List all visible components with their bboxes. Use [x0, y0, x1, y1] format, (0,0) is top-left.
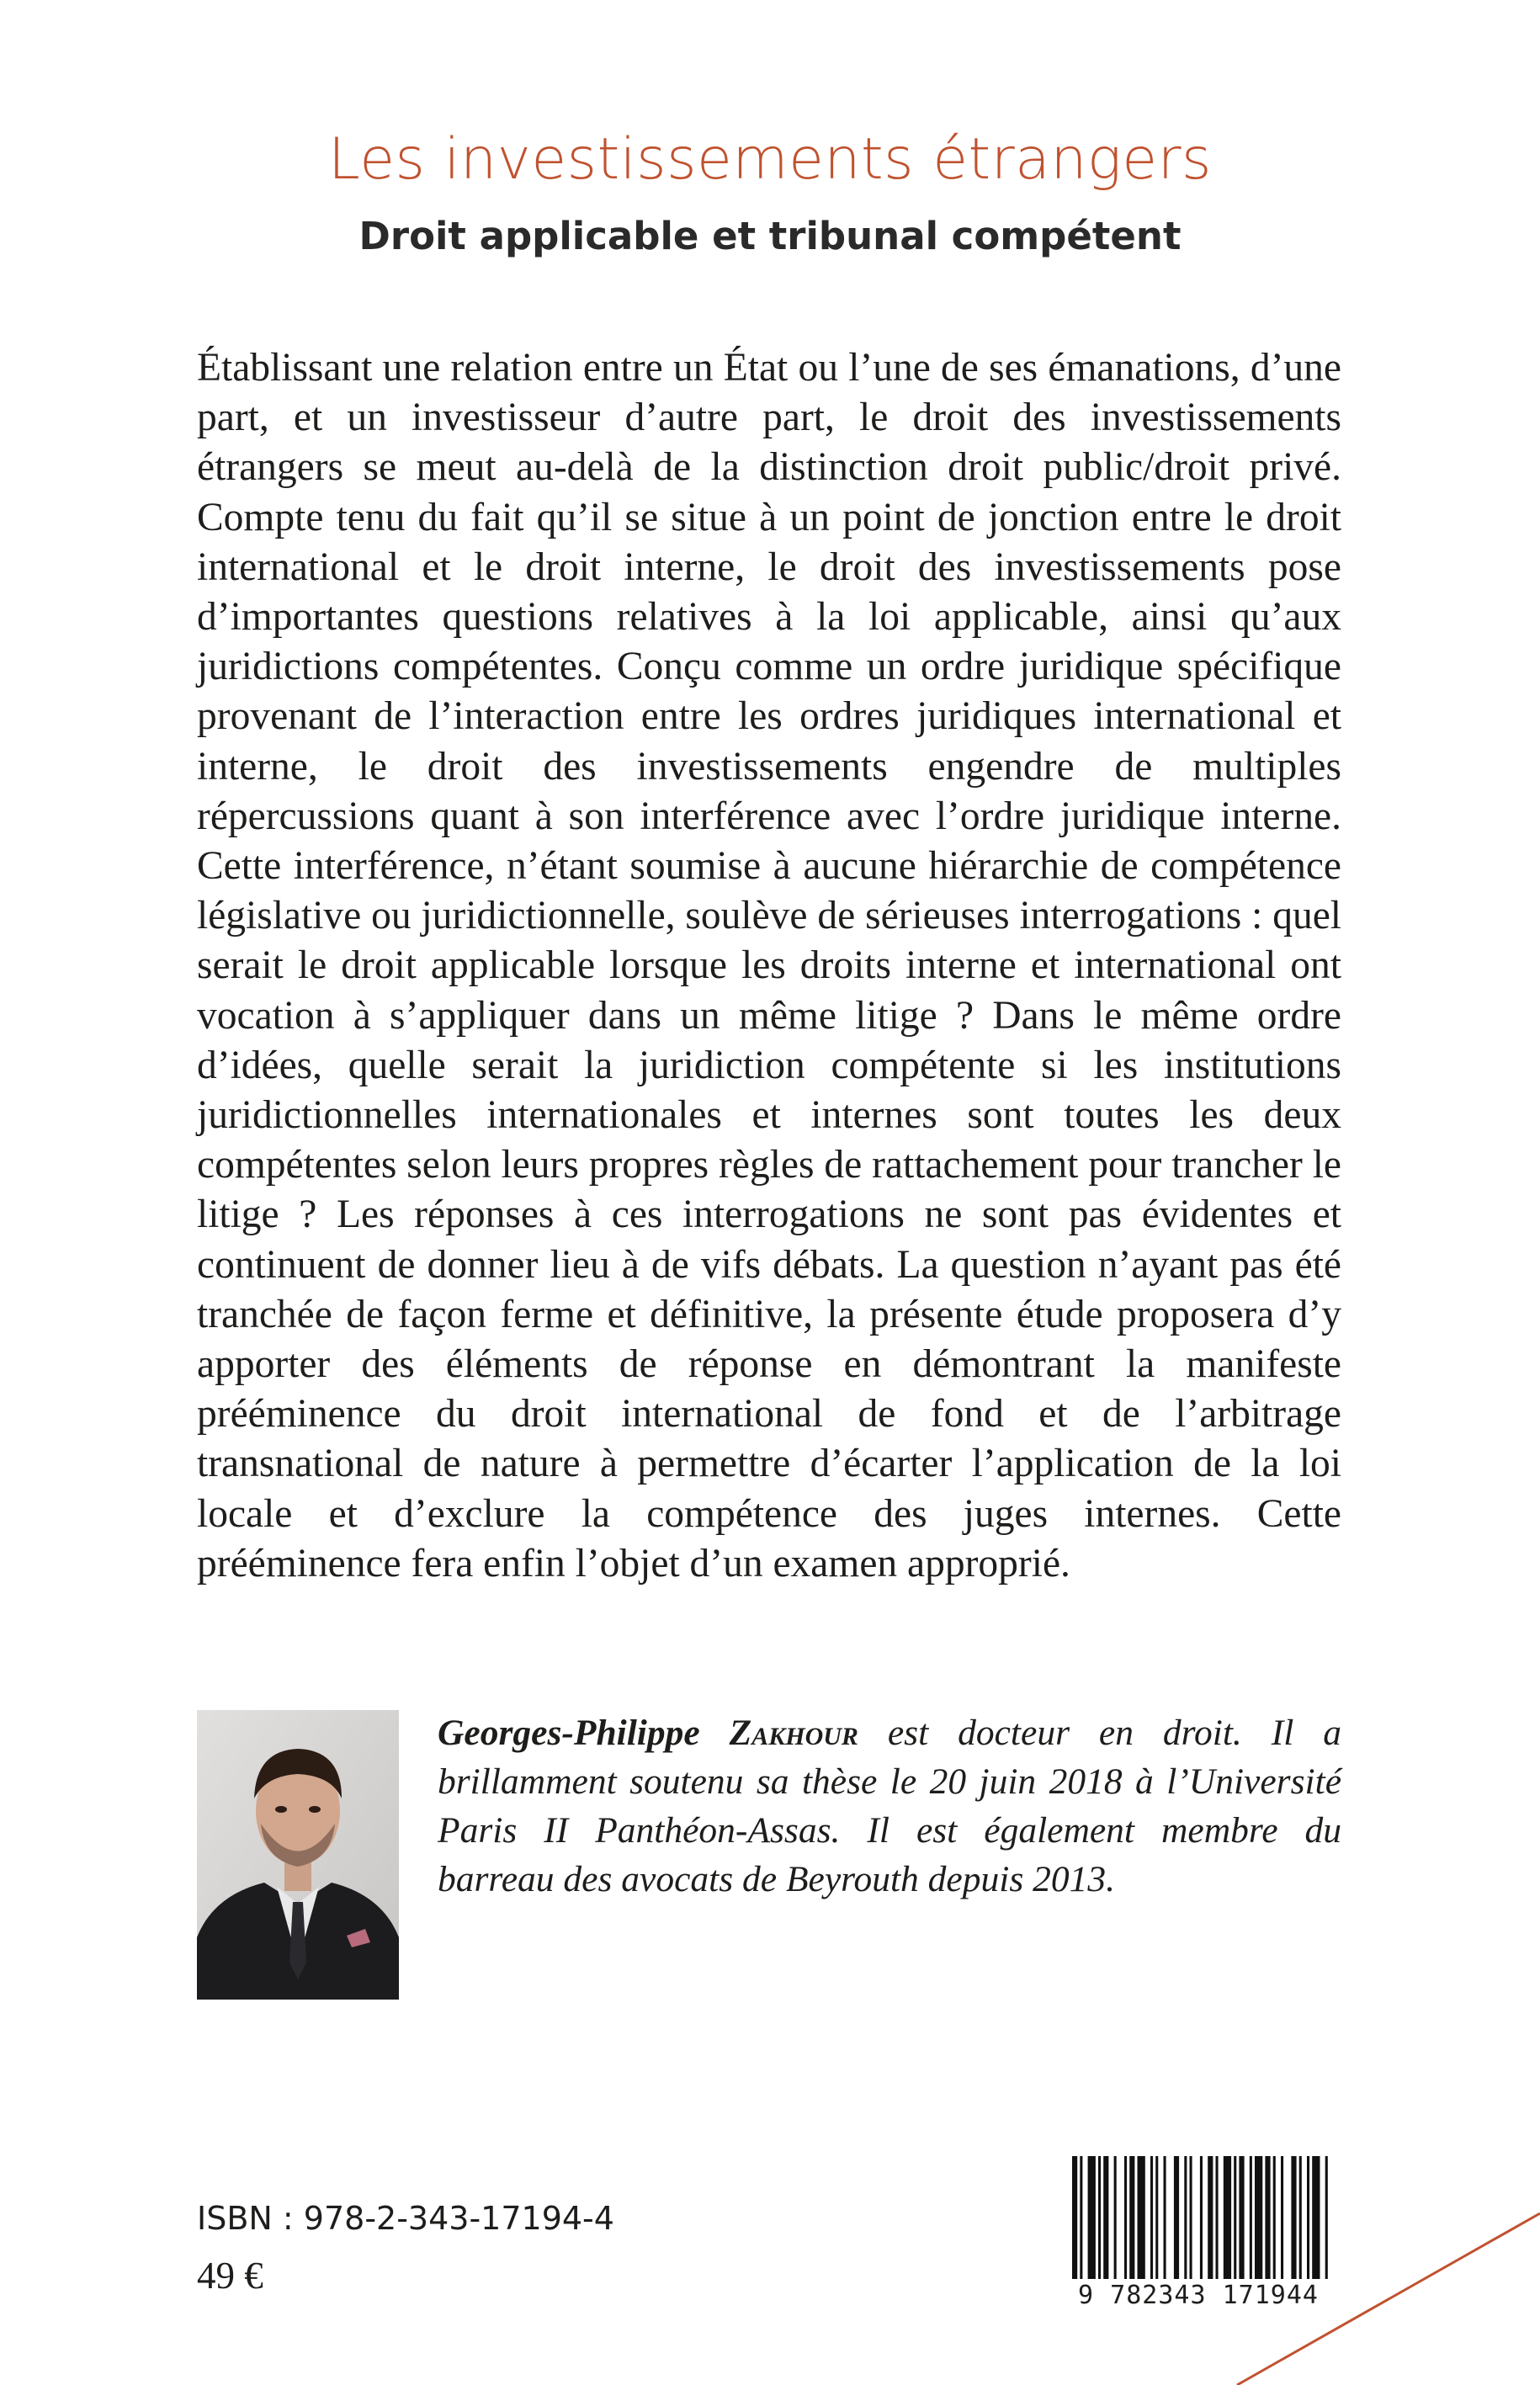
- price: 49 €: [197, 2255, 263, 2297]
- isbn: ISBN : 978-2-343-17194-4: [197, 2200, 614, 2237]
- book-subtitle: Droit applicable et tribunal compétent: [358, 214, 1182, 258]
- author-bio-text: est docteur en droit. Il a brillamment soutenu sa thèse le 20 juin 2018 à l’Université Paris II Panthéon-Assas. Il est également membre du barreau des avocats de Beyrouth depuis 2013.: [438, 1713, 1341, 1899]
- back-cover-summary: Établissant une relation entre un État ou l’une de ses émanations, d’une part, et un investisseur d’autre part, le droit des investissements étrangers se meut au-delà de la distinction droit public/droit privé. Compte tenu du fait qu’il se situe à un point de jonction entre le droit international et le droit interne, le droit des investissements pose d’importantes questions relatives à la loi applicable, ainsi qu’aux juridictions compétentes. Conçu comme un ordre juridique spécifique provenant de l’interaction entre les ordres juridiques international et interne, le droit des investissements engendre de multiples répercussions quant à son interférence avec l’ordre juridique interne. Cette interférence, n’étant soumise à aucune hiérarchie de compétence législative ou juridictionnelle, soulève de sérieuses interrogations : quel serait le droit applicable lorsque les droits interne et international ont vocation à s’appliquer dans un même litige ? Dans le même ordre d’idées, quelle serait la juridiction compétente si les institutions juridictionnelles internationales et internes sont toutes les deux compétentes selon leurs propres règles de rattachement pour trancher le litige ? Les réponses à ces interrogations ne sont pas évidentes et continuent de donner lieu à de vifs débats. La question n’ayant pas été tranchée de façon ferme et définitive, la présente étude proposera d’y apporter des éléments de réponse en démontrant la manifeste prééminence du droit international de fond et de l’arbitrage transnational de nature à permettre d’écarter l’application de la loi locale et d’exclure la compétence des juges internes. Cette prééminence fera enfin l’objet d’un examen approprié.: [197, 346, 1341, 1586]
- author-first-name: Georges-Philippe: [438, 1713, 700, 1753]
- book-title: Les investissements étrangers: [328, 126, 1212, 193]
- barcode-digits: 9 782343 171944: [1078, 2281, 1319, 2310]
- author-last-name: Zakhour: [729, 1713, 858, 1753]
